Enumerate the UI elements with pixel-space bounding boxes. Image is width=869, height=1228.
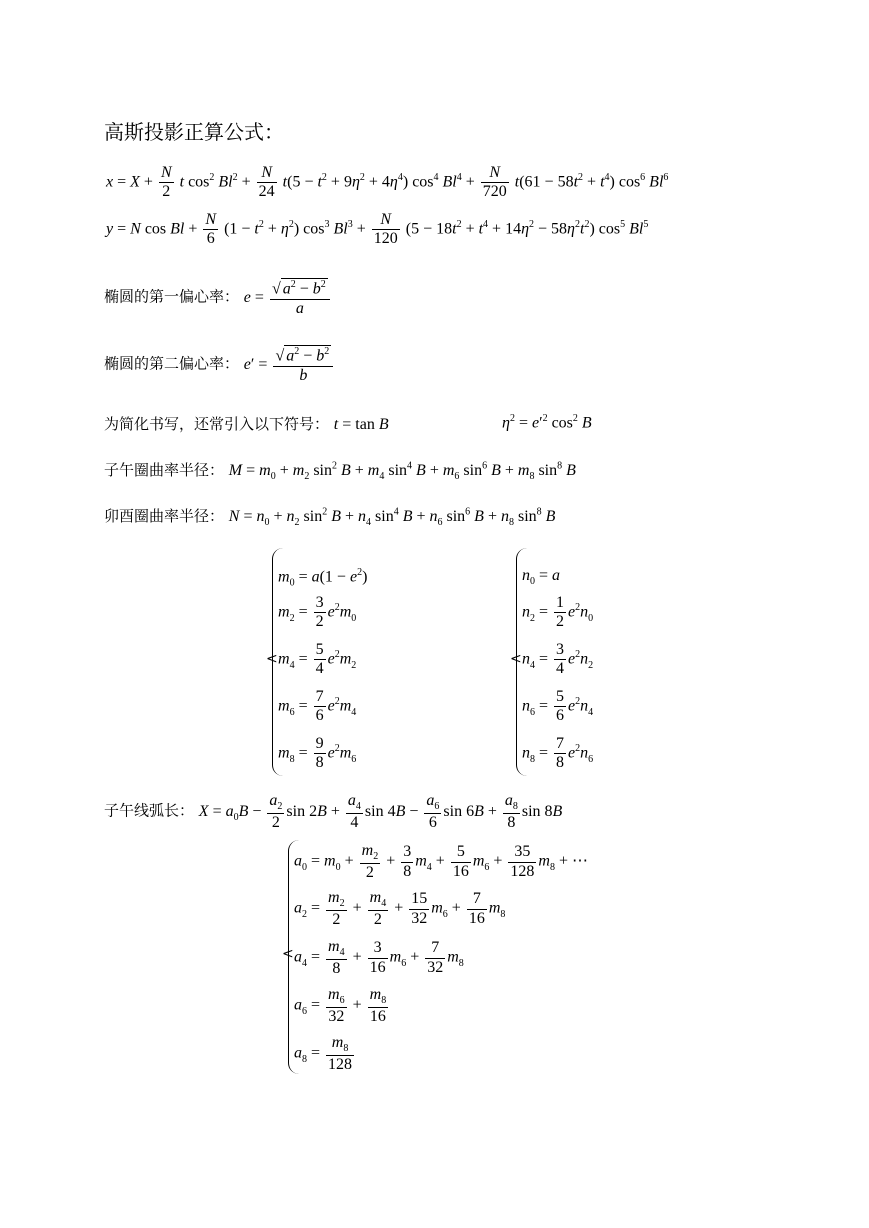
brace-n-tip: < bbox=[510, 651, 522, 667]
eq-m0: $m_0 = a(1 - e^2)$ bbox=[278, 567, 368, 589]
prime-vertical-radius: 卯酉圈曲率半径： $N = n_0 + n_2$ $\sin^2 B + n_4$ $\sin^4 B + n_6$ $\sin^6 B + n_8$ $\sin^8 B$ bbox=[104, 506, 556, 529]
second-eccentricity: 椭圆的第二偏心率： e′ = $\frac{√ a^2 - b^2}{b}$ bbox=[104, 345, 335, 385]
page-heading: 高斯投影正算公式： bbox=[104, 120, 284, 144]
eq-n8: $n_8$ = $\frac{7}{8}$ $e^2n_6$ bbox=[522, 735, 594, 772]
label-prime-vertical-radius: 卯酉圈曲率半径： bbox=[104, 507, 225, 525]
eq-n6: $n_6$ = $\frac{5}{6}$ $e^2n_4$ bbox=[522, 688, 594, 725]
meridian-arc: 子午线弧长： $X = a_0B$ − $\frac{a_2}{2}$ sin 2B + $\frac{a_4}{4}$ sin 4B − $\frac{a_6}{6}$ sin 6B + $\frac{a_8}{8}$ sin 8B bbox=[104, 792, 563, 831]
eq-a6: $a_6$ = $\frac{m_6}{32}$ + $\frac{m_8}{16}$ bbox=[294, 986, 387, 1025]
eq-n2: $n_2$ = $\frac{1}{2}$ $e^2n_0$ bbox=[522, 594, 594, 631]
first-eccentricity: 椭圆的第一偏心率： e = $\frac{√ a^2 - b^2}{a}$ bbox=[104, 278, 332, 318]
eq-a0: $a_0 = m_0$ + $\frac{m_2}{2}$ + $\frac{3}{8}$ $m_4$ + $\frac{5}{16}$ $m_6$ + $\frac{35}{128}$ $m_8$ + ⋯ bbox=[294, 842, 588, 881]
label-meridian-radius: 子午圈曲率半径： bbox=[104, 461, 225, 479]
eq-a4: $a_4$ = $\frac{m_4}{8}$ + $\frac{3}{16}$ $m_6$ + $\frac{7}{32}$ $m_8$ bbox=[294, 938, 464, 977]
eq-m2: $m_2$ = $\frac{3}{2}$ $e^2m_0$ bbox=[278, 594, 357, 631]
eq-a8: $a_8$ = $\frac{m_8}{128}$ bbox=[294, 1034, 353, 1073]
label-meridian-arc: 子午线弧长： bbox=[104, 801, 195, 820]
eq-m4: $m_4$ = $\frac{5}{4}$ $e^2m_2$ bbox=[278, 641, 357, 678]
formula-y: y = N cos Bl + $\frac{N}{6}$ $(1 - t^2 + \eta^2)$ $\cos^3 Bl^3$ + $\frac{N}{120}$ $(5 - 18t^2 + t^4 + 14\eta^2 - 58\eta^2t^2)$ $\cos^5 Bl^5$ bbox=[106, 211, 649, 248]
eq-a2: $a_2$ = $\frac{m_2}{2}$ + $\frac{m_4}{2}$ + $\frac{15}{32}$ $m_6$ + $\frac{7}{16}$ $m_8$ bbox=[294, 889, 506, 928]
formula-x: x = X + $\frac{N}{2}$ t $\cos^2 Bl^2$ + $\frac{N}{24}$ $t(5 - t^2 + 9\eta^2 + 4\eta^4)$ $\cos^4 Bl^4$ + $\frac{N}{720}$ $t(61 - 58t^2 + t^4)$ $\cos^6 Bl^6$ bbox=[106, 164, 669, 201]
eq-m6: $m_6$ = $\frac{7}{6}$ $e^2m_4$ bbox=[278, 688, 357, 725]
label-second-eccentricity: 椭圆的第二偏心率： bbox=[104, 354, 240, 373]
eq-n0: $n_0 = a$ bbox=[522, 567, 561, 588]
meridian-radius: 子午圈曲率半径： $M = m_0 + m_2$ $\sin^2 B + m_4$ $\sin^4 B + m_6$ $\sin^6 B + m_8$ $\sin^8 B$ bbox=[104, 460, 576, 483]
eta-definition: $\eta^2 = e'^2$ $\cos^2 B$ bbox=[502, 413, 592, 432]
brace-m-tip: < bbox=[266, 651, 278, 667]
brace-a-tip: < bbox=[282, 946, 294, 962]
label-first-eccentricity: 椭圆的第一偏心率： bbox=[104, 287, 240, 306]
eq-n4: $n_4$ = $\frac{3}{4}$ $e^2n_2$ bbox=[522, 641, 594, 678]
label-abbreviations: 为简化书写，还常引入以下符号： bbox=[104, 415, 330, 433]
eq-m8: $m_8$ = $\frac{9}{8}$ $e^2m_6$ bbox=[278, 735, 357, 772]
abbreviations: 为简化书写，还常引入以下符号： t = tan B bbox=[104, 415, 389, 433]
